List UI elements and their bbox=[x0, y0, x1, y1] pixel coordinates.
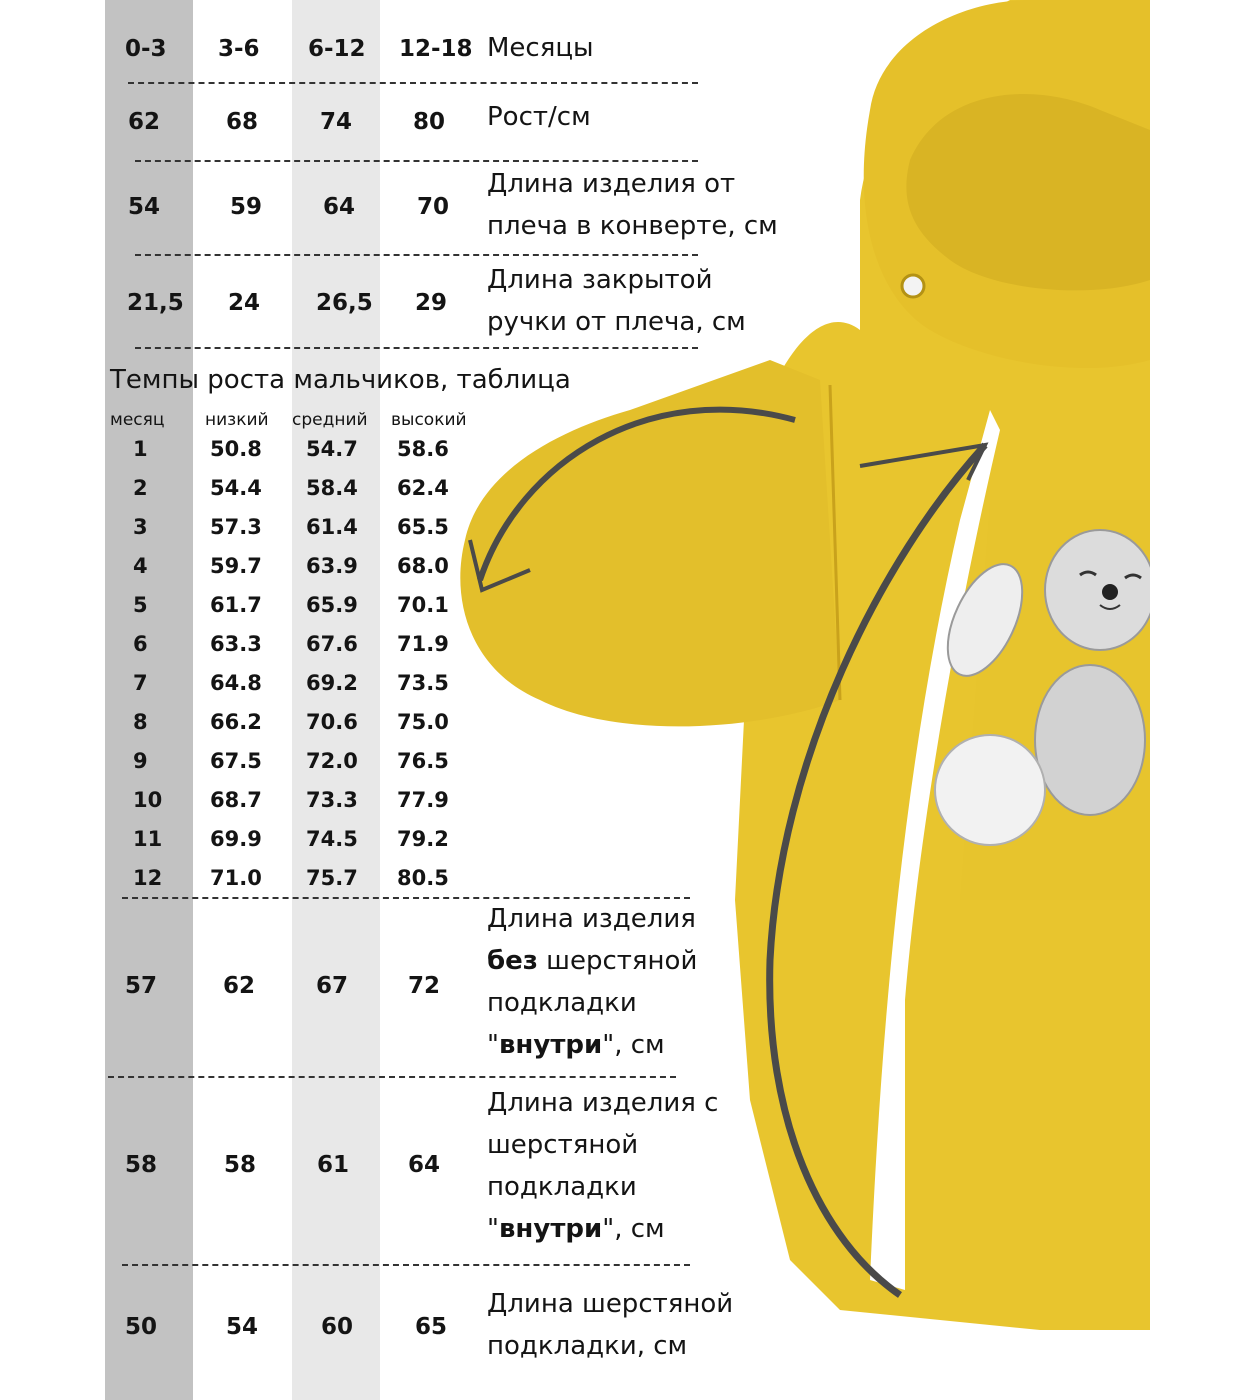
envelope-length-value: 54 bbox=[128, 194, 161, 220]
growth-value-cell: 75.7 bbox=[306, 866, 358, 890]
growth-month-cell: 9 bbox=[133, 749, 148, 773]
growth-value-cell: 70.6 bbox=[306, 710, 358, 734]
growth-value-cell: 74.5 bbox=[306, 827, 358, 851]
divider bbox=[135, 254, 698, 256]
growth-value-cell: 62.4 bbox=[397, 476, 449, 500]
growth-value-cell: 71.9 bbox=[397, 632, 449, 656]
growth-month-cell: 3 bbox=[133, 515, 148, 539]
growth-month-cell: 1 bbox=[133, 437, 148, 461]
growth-value-cell: 68.7 bbox=[210, 788, 262, 812]
height-value: 62 bbox=[128, 109, 161, 135]
height-value: 74 bbox=[320, 109, 353, 135]
growth-value-cell: 50.8 bbox=[210, 437, 262, 461]
lining-length-label: Длина шерстяной подкладки, см bbox=[487, 1289, 734, 1361]
growth-value-cell: 59.7 bbox=[210, 554, 262, 578]
lining-length-value: 65 bbox=[415, 1314, 448, 1340]
growth-month-cell: 8 bbox=[133, 710, 148, 734]
growth-month-cell: 11 bbox=[133, 827, 163, 851]
sleeve-length-value: 29 bbox=[415, 290, 448, 316]
growth-value-cell: 73.3 bbox=[306, 788, 358, 812]
no-lining-length-value: 72 bbox=[408, 973, 441, 999]
with-lining-length-value: 58 bbox=[125, 1152, 158, 1178]
snap-button bbox=[902, 275, 924, 297]
growth-value-cell: 58.4 bbox=[306, 476, 358, 500]
with-lining-length-value: 58 bbox=[224, 1152, 257, 1178]
growth-value-cell: 54.4 bbox=[210, 476, 262, 500]
growth-value-cell: 75.0 bbox=[397, 710, 449, 734]
envelope-length-value: 59 bbox=[230, 194, 263, 220]
sleeve-length-value: 24 bbox=[228, 290, 261, 316]
growth-value-cell: 65.5 bbox=[397, 515, 449, 539]
growth-month-cell: 7 bbox=[133, 671, 148, 695]
growth-value-cell: 80.5 bbox=[397, 866, 449, 890]
divider bbox=[108, 1076, 676, 1078]
sleeve-length-value: 26,5 bbox=[316, 290, 373, 316]
growth-month-cell: 2 bbox=[133, 476, 148, 500]
no-lining-length-label: Длина изделия без шерстяной подкладки "внутри", см bbox=[487, 904, 698, 1060]
growth-value-cell: 68.0 bbox=[397, 554, 449, 578]
height-label: Рост/см bbox=[487, 102, 591, 132]
lining-length-value: 50 bbox=[125, 1314, 158, 1340]
with-lining-length-value: 64 bbox=[408, 1152, 441, 1178]
growth-value-cell: 61.4 bbox=[306, 515, 358, 539]
height-value: 68 bbox=[226, 109, 259, 135]
growth-col-high: высокий bbox=[391, 410, 467, 430]
no-lining-length-value: 62 bbox=[223, 973, 256, 999]
growth-value-cell: 79.2 bbox=[397, 827, 449, 851]
growth-value-cell: 63.9 bbox=[306, 554, 358, 578]
growth-value-cell: 64.8 bbox=[210, 671, 262, 695]
growth-value-cell: 70.1 bbox=[397, 593, 449, 617]
months-3-6: 3-6 bbox=[218, 36, 260, 62]
growth-value-cell: 58.6 bbox=[397, 437, 449, 461]
divider bbox=[122, 1264, 690, 1266]
growth-value-cell: 73.5 bbox=[397, 671, 449, 695]
growth-value-cell: 54.7 bbox=[306, 437, 358, 461]
no-lining-length-value: 67 bbox=[316, 973, 349, 999]
envelope-length-label: Длина изделия от плеча в конверте, см bbox=[487, 169, 778, 241]
growth-value-cell: 72.0 bbox=[306, 749, 358, 773]
growth-value-cell: 77.9 bbox=[397, 788, 449, 812]
growth-value-cell: 69.9 bbox=[210, 827, 262, 851]
growth-value-cell: 61.7 bbox=[210, 593, 262, 617]
growth-table-title: Темпы роста мальчиков, таблица bbox=[110, 365, 571, 395]
growth-col-mid: средний bbox=[292, 410, 368, 430]
growth-value-cell: 65.9 bbox=[306, 593, 358, 617]
months-12-18: 12-18 bbox=[399, 36, 473, 62]
months-0-3: 0-3 bbox=[125, 36, 167, 62]
with-lining-length-label: Длина изделия с шерстяной подкладки "внутри", см bbox=[487, 1088, 719, 1244]
sleeve-length-label: Длина закрытой ручки от плеча, см bbox=[487, 265, 746, 337]
growth-value-cell: 69.2 bbox=[306, 671, 358, 695]
growth-month-cell: 10 bbox=[133, 788, 163, 812]
divider bbox=[135, 347, 698, 349]
growth-col-month: месяц bbox=[110, 410, 165, 430]
height-value: 80 bbox=[413, 109, 446, 135]
lining-length-value: 54 bbox=[226, 1314, 259, 1340]
growth-value-cell: 67.5 bbox=[210, 749, 262, 773]
months-label: Месяцы bbox=[487, 33, 594, 63]
divider bbox=[135, 160, 698, 162]
growth-value-cell: 63.3 bbox=[210, 632, 262, 656]
growth-month-cell: 12 bbox=[133, 866, 163, 890]
growth-month-cell: 4 bbox=[133, 554, 148, 578]
no-lining-length-value: 57 bbox=[125, 973, 158, 999]
sleeve-length-value: 21,5 bbox=[127, 290, 184, 316]
growth-value-cell: 67.6 bbox=[306, 632, 358, 656]
growth-value-cell: 66.2 bbox=[210, 710, 262, 734]
envelope-length-value: 70 bbox=[417, 194, 450, 220]
growth-month-cell: 5 bbox=[133, 593, 148, 617]
divider bbox=[128, 82, 698, 84]
growth-month-cell: 6 bbox=[133, 632, 148, 656]
growth-value-cell: 76.5 bbox=[397, 749, 449, 773]
growth-value-cell: 57.3 bbox=[210, 515, 262, 539]
lining-length-value: 60 bbox=[321, 1314, 354, 1340]
envelope-length-value: 64 bbox=[323, 194, 356, 220]
with-lining-length-value: 61 bbox=[317, 1152, 350, 1178]
months-6-12: 6-12 bbox=[308, 36, 366, 62]
growth-value-cell: 71.0 bbox=[210, 866, 262, 890]
growth-col-low: низкий bbox=[205, 410, 269, 430]
